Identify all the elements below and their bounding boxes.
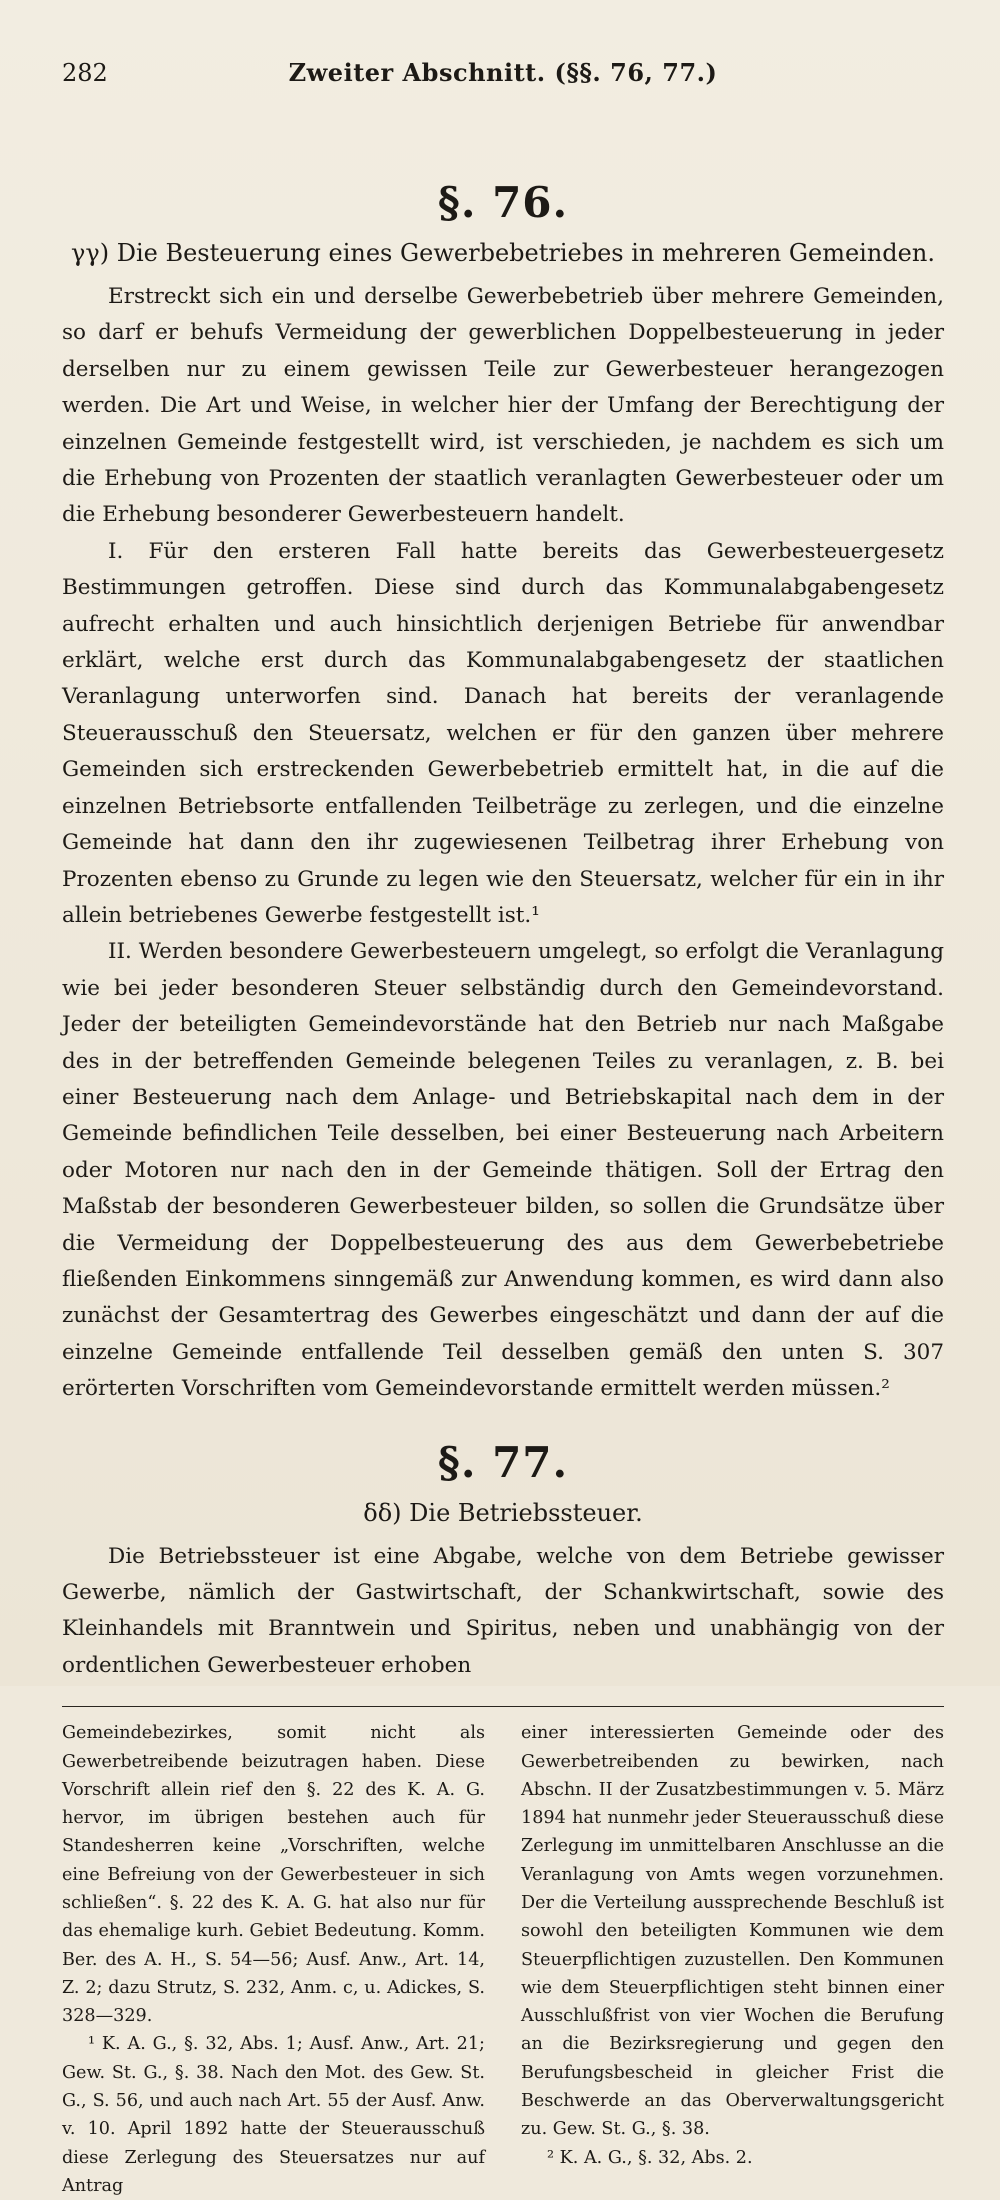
footnote-continuation: Gemeindebezirkes, somit nicht als Gewerbetreibende beizutragen haben. Diese Vorschrift allein rief den §. 22 des K. A. G. hervor, im übrigen bestehen auch für Standesherren keine „Vorschriften, welche eine Befreiung von der Gewerbesteuer in sich schließen“. §. 22 des K. A. G. hat also nur für das ehemalige kurh. Gebiet Bedeutung. Komm. Ber. des A. H., S. 54—56; Ausf. Anw., Art. 14, Z. 2; dazu Strutz, S. 232, Anm. c, u. Adickes, S. 328—329. (62, 1723, 485, 2027)
footnote-1-continuation: einer interessierten Gemeinde oder des Gewerbetreibenden zu bewirken, nach Abschn. II der Zusatzbestimmungen v. 5. März 1894 hat nunmehr jeder Steuerausschuß diese Zerlegung im unmittelbaren Anschlusse an die Veranlagung von Amts wegen vorzunehmen. Der die Verteilung aussprechende Beschluß ist sowohl den beteiligten Kommunen wie dem Steuerpflichtigen zuzustellen. Den Kommunen wie dem Steuerpflichtigen steht binnen einer Ausschlußfrist von vier Wochen die Berufung an die Bezirksregierung und gegen den Berufungsbescheid in gleicher Frist die Beschwerde an das Oberverwaltungsgericht zu. Gew. St. G., §. 38. (521, 1723, 944, 2140)
section-76-number: §. 76. (437, 178, 569, 227)
section-76-heading: γγ) Die Besteuerung eines Gewerbebetriebes in mehreren Gemeinden. (71, 239, 935, 267)
footnote-1: ¹ K. A. G., §. 32, Abs. 1; Ausf. Anw., Art. 21; Gew. St. G., §. 38. Nach den Mot. des Gew. St. G., S. 56, und auch nach Art. 55 der Ausf. Anw. v. 10. April 1892 hatte der Steuerausschuß diese Zerlegung des Steuersatzes nur auf Antrag (62, 2034, 485, 2196)
section-77-number: §. 77. (437, 1437, 569, 1487)
paragraph: II. Werden besondere Gewerbesteuern umgelegt, so erfolgt die Veranlagung wie bei jeder besonderen Steuer selbständig durch den Gemeindevorstand. Jeder der beteiligten Gemeindevorstände hat den Betrieb nur nach Maßgabe des in der betreffenden Gemeinde belegenen Teiles zu veranlagen, z. B. bei einer Besteuerung nach dem Anlage- und Betriebskapital nach dem in der Gemeinde befindlichen Teile desselben, bei einer Besteuerung nach Arbeitern oder Motoren nur nach den in der Gemeinde thätigen. Soll der Ertrag den Maßstab der besonderen Gewerbesteuer bilden, so sollen die Grundsätze über die Vermeidung der Doppelbesteuerung des aus dem Gewerbebetriebe fließenden Einkommens sinngemäß zur Anwendung kommen, es wird dann also zunächst der Gesamtertrag des Gewerbes eingeschätzt und dann der auf die einzelne Gemeinde entfallende Teil desselben gemäß den unten S. 307 erörterten Vorschriften vom Gemeindevorstande ermittelt werden müssen.² (62, 939, 944, 1402)
footnote-column-right (521, 1719, 944, 2200)
running-head (62, 58, 944, 98)
footnotes (62, 1719, 944, 2200)
footnote-column-left (62, 1719, 485, 2200)
section-77-heading: δδ) Die Betriebssteuer. (363, 1498, 643, 1527)
paragraph: Erstreckt sich ein und derselbe Gewerbebetrieb über mehrere Gemeinden, so darf er behufs Vermeidung der gewerblichen Doppelbesteuerung in jeder derselben nur zu einem gewissen Teile zur Gewerbesteuer herangezogen werden. Die Art und Weise, in welcher hier der Umfang der Berechtigung der einzelnen Gemeinde festgestellt wird, ist verschieden, je nachdem es sich um die Erhebung von Prozenten der staatlich veranlagten Gewerbesteuer oder um die Erhebung besonderer Gewerbesteuern handelt. (62, 284, 944, 528)
footnote-2: ² K. A. G., §. 32, Abs. 2. (547, 2147, 753, 2168)
section-76-body (62, 279, 944, 1408)
footnote-rule (62, 1706, 944, 1707)
paragraph: Die Betriebssteuer ist eine Abgabe, welche von dem Betriebe gewisser Gewerbe, nämlich der Gastwirtschaft, der Schankwirtschaft, sowie des Kleinhandels mit Branntwein und Spiritus, neben und unabhängig von der ordentlichen Gewerbesteuer erhoben (62, 1543, 944, 1678)
running-title: Zweiter Abschnitt. (§§. 76, 77.) (288, 58, 718, 87)
page-number: 282 (62, 59, 108, 87)
section-77-body (62, 1539, 944, 1685)
paragraph: I. Für den ersteren Fall hatte bereits das Gewerbesteuergesetz Bestimmungen getroffen. Diese sind durch das Kommunalabgabengesetz aufrecht erhalten und auch hinsichtlich derjenigen Betriebe für anwendbar erklärt, welche erst durch das Kommunalabgabengesetz der staatlichen Veranlagung unterworfen sind. Danach hat bereits der veranlagende Steuerausschuß den Steuersatz, welchen er für den ganzen über mehrere Gemeinden sich erstreckenden Gewerbebetrieb ermittelt hat, in die auf die einzelnen Betriebsorte entfallenden Teilbeträge zu zerlegen, und die einzelne Gemeinde hat dann den ihr zugewiesenen Teilbetrag ihrer Erhebung von Prozenten ebenso zu Grunde zu legen wie den Steuersatz, welcher für ein in ihr allein betriebenes Gewerbe festgestellt ist.¹ (62, 538, 944, 928)
